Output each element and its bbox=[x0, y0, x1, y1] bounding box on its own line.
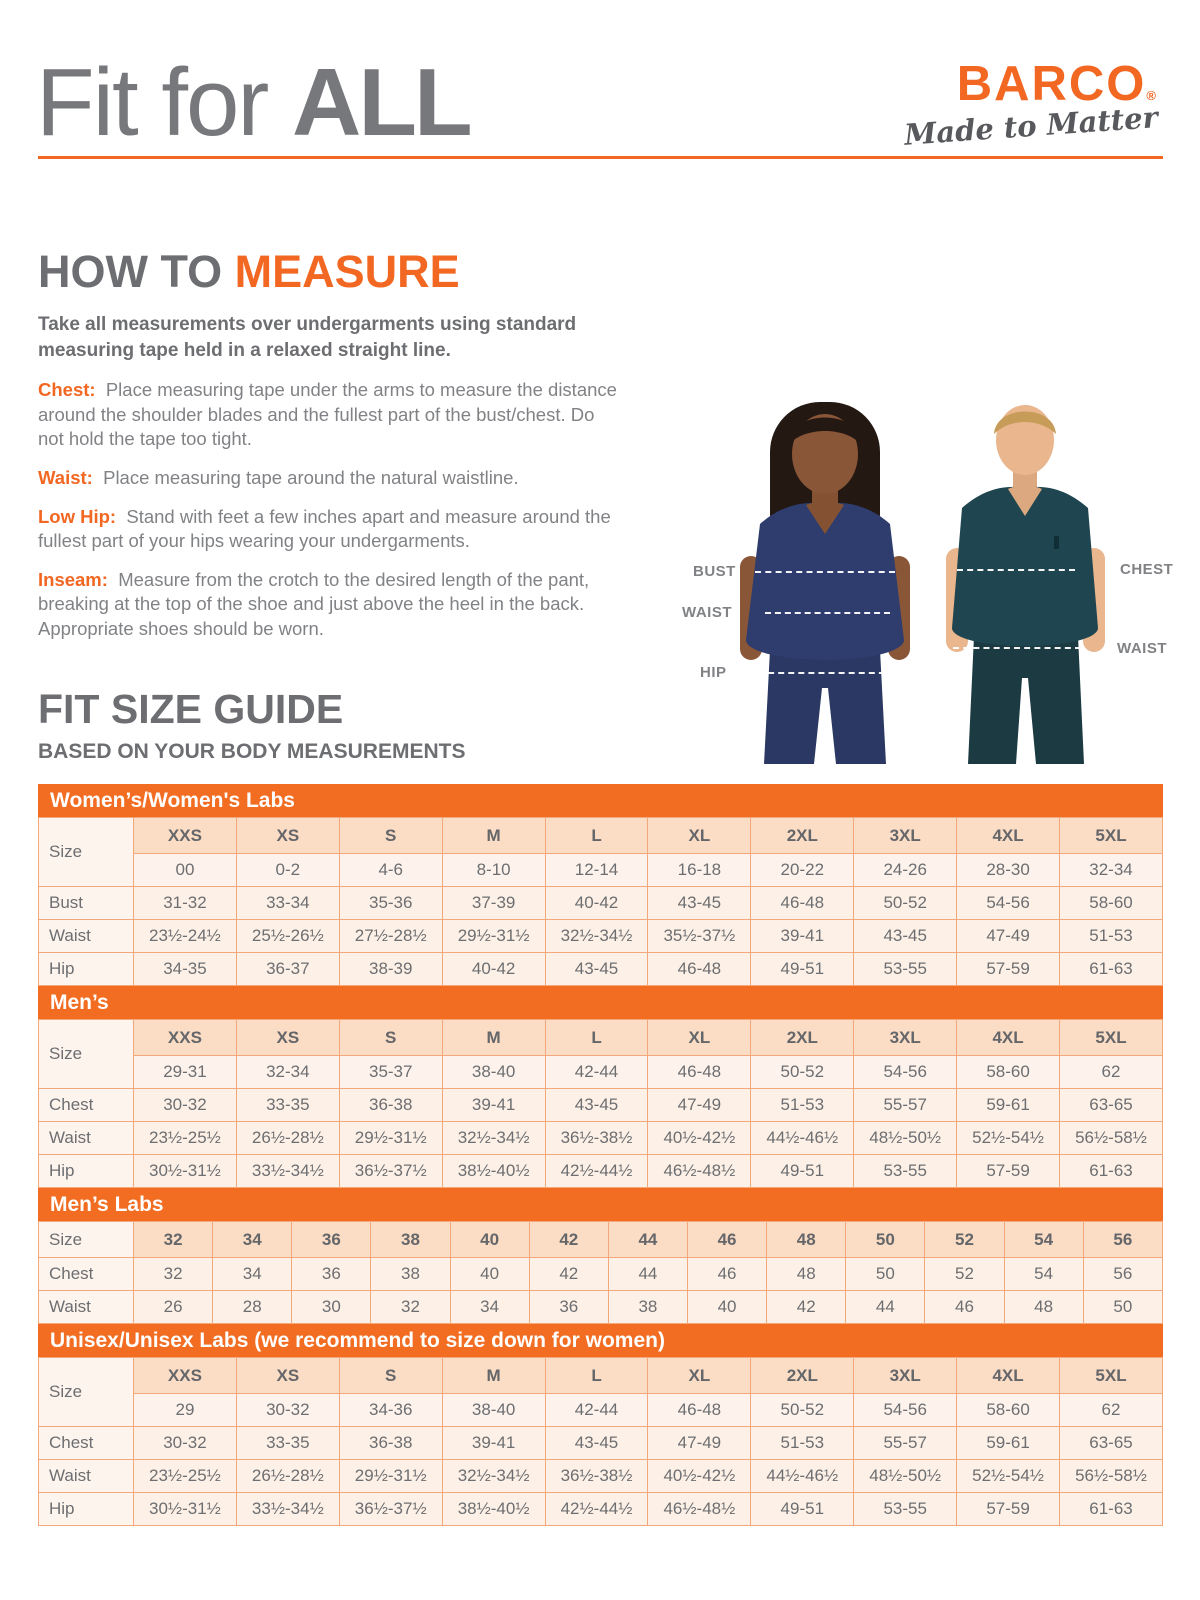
value-cell: 53-55 bbox=[854, 1155, 957, 1188]
size-grid bbox=[38, 817, 1163, 986]
value-cell: 38-39 bbox=[339, 953, 442, 986]
size-number-cell: 42-44 bbox=[545, 1056, 648, 1089]
fit-size-guide-heading: FIT SIZE GUIDE bbox=[38, 686, 344, 732]
page-title-regular: Fit for bbox=[36, 49, 293, 156]
value-cell: 29½-31½ bbox=[339, 1460, 442, 1493]
value-cell: 50 bbox=[846, 1258, 925, 1291]
size-col-header: L bbox=[545, 1358, 648, 1394]
value-cell: 49-51 bbox=[751, 953, 854, 986]
size-col-header: 2XL bbox=[751, 1358, 854, 1394]
value-cell: 50 bbox=[1083, 1291, 1162, 1324]
size-number-cell: 32-34 bbox=[1060, 854, 1163, 887]
value-cell: 51-53 bbox=[751, 1427, 854, 1460]
value-cell: 39-41 bbox=[442, 1427, 545, 1460]
value-cell: 63-65 bbox=[1060, 1089, 1163, 1122]
value-cell: 33½-34½ bbox=[236, 1155, 339, 1188]
size-number-cell: 16-18 bbox=[648, 854, 751, 887]
size-col-header: XS bbox=[236, 818, 339, 854]
value-cell: 43-45 bbox=[545, 953, 648, 986]
size-number-cell: 0-2 bbox=[236, 854, 339, 887]
value-cell: 54-56 bbox=[957, 887, 1060, 920]
size-col-header: S bbox=[339, 1358, 442, 1394]
value-cell: 54 bbox=[1004, 1258, 1083, 1291]
size-col-header: 38 bbox=[371, 1222, 450, 1258]
value-cell: 40-42 bbox=[545, 887, 648, 920]
value-cell: 47-49 bbox=[648, 1089, 751, 1122]
row-label: Waist bbox=[39, 1460, 134, 1493]
value-cell: 47-49 bbox=[648, 1427, 751, 1460]
value-cell: 36½-37½ bbox=[339, 1493, 442, 1526]
value-cell: 36 bbox=[292, 1258, 371, 1291]
size-number-cell: 54-56 bbox=[854, 1394, 957, 1427]
size-col-header: 50 bbox=[846, 1222, 925, 1258]
table-row bbox=[39, 1122, 1163, 1155]
page-title-bold: ALL bbox=[292, 49, 470, 156]
size-col-header: 3XL bbox=[854, 1020, 957, 1056]
value-cell: 28 bbox=[213, 1291, 292, 1324]
size-number-cell: 28-30 bbox=[957, 854, 1060, 887]
value-cell: 32 bbox=[371, 1291, 450, 1324]
size-table bbox=[38, 1324, 1163, 1526]
value-cell: 59-61 bbox=[957, 1089, 1060, 1122]
brand-name bbox=[904, 57, 1158, 111]
value-cell: 57-59 bbox=[957, 953, 1060, 986]
value-cell: 50-52 bbox=[854, 887, 957, 920]
size-col-header: 40 bbox=[450, 1222, 529, 1258]
value-cell: 57-59 bbox=[957, 1493, 1060, 1526]
size-col-header: 52 bbox=[925, 1222, 1004, 1258]
size-col-header: S bbox=[339, 818, 442, 854]
waist-label-left: WAIST bbox=[682, 604, 732, 621]
value-cell: 48½-50½ bbox=[854, 1460, 957, 1493]
size-number-cell: 20-22 bbox=[751, 854, 854, 887]
value-cell: 35½-37½ bbox=[648, 920, 751, 953]
value-cell: 36-38 bbox=[339, 1427, 442, 1460]
size-table bbox=[38, 1188, 1163, 1324]
size-grid bbox=[38, 1221, 1163, 1324]
value-cell: 58-60 bbox=[1060, 887, 1163, 920]
value-cell: 38½-40½ bbox=[442, 1493, 545, 1526]
size-number-row bbox=[39, 1394, 1163, 1427]
value-cell: 34 bbox=[213, 1258, 292, 1291]
value-cell: 46½-48½ bbox=[648, 1493, 751, 1526]
size-col-header: XXS bbox=[134, 1020, 237, 1056]
table-row bbox=[39, 1089, 1163, 1122]
row-label: Hip bbox=[39, 953, 134, 986]
value-cell: 46 bbox=[925, 1291, 1004, 1324]
size-col-header: 3XL bbox=[854, 818, 957, 854]
measure-item-label: Waist: bbox=[38, 467, 93, 489]
size-table-title: Unisex/Unisex Labs (we recommend to size down for women) bbox=[38, 1324, 1163, 1357]
models-photo bbox=[650, 382, 1200, 764]
value-cell: 59-61 bbox=[957, 1427, 1060, 1460]
value-cell: 38 bbox=[371, 1258, 450, 1291]
value-cell: 38½-40½ bbox=[442, 1155, 545, 1188]
man-figure bbox=[928, 390, 1123, 764]
chest-label: CHEST bbox=[1120, 561, 1174, 578]
value-cell: 35-36 bbox=[339, 887, 442, 920]
value-cell: 46-48 bbox=[648, 953, 751, 986]
value-cell: 36-38 bbox=[339, 1089, 442, 1122]
size-number-row bbox=[39, 1056, 1163, 1089]
size-col-header: 46 bbox=[687, 1222, 766, 1258]
woman-figure bbox=[718, 388, 933, 764]
measure-item-label: Inseam: bbox=[38, 568, 108, 590]
value-cell: 33½-34½ bbox=[236, 1493, 339, 1526]
size-number-cell: 50-52 bbox=[751, 1056, 854, 1089]
value-cell: 48½-50½ bbox=[854, 1122, 957, 1155]
value-cell: 30½-31½ bbox=[134, 1493, 237, 1526]
value-cell: 40½-42½ bbox=[648, 1460, 751, 1493]
size-number-cell: 62 bbox=[1060, 1394, 1163, 1427]
size-col-header: XXS bbox=[134, 1358, 237, 1394]
measure-intro: Take all measurements over undergarments using standard measuring tape held in a relaxed straight line. bbox=[38, 314, 577, 361]
brand-logo bbox=[903, 57, 1159, 152]
value-cell: 23½-25½ bbox=[134, 1460, 237, 1493]
value-cell: 48 bbox=[1004, 1291, 1083, 1324]
size-col-header: XL bbox=[648, 1020, 751, 1056]
size-number-cell: 42-44 bbox=[545, 1394, 648, 1427]
value-cell: 49-51 bbox=[751, 1493, 854, 1526]
value-cell: 40 bbox=[687, 1291, 766, 1324]
heading-gray-part: HOW TO bbox=[38, 246, 235, 297]
row-label: Hip bbox=[39, 1155, 134, 1188]
heading-orange-part: MEASURE bbox=[234, 246, 460, 297]
value-cell: 33-35 bbox=[236, 1089, 339, 1122]
value-cell: 47-49 bbox=[957, 920, 1060, 953]
value-cell: 48 bbox=[767, 1258, 846, 1291]
value-cell: 44½-46½ bbox=[751, 1460, 854, 1493]
table-row bbox=[39, 1460, 1163, 1493]
size-col-header: M bbox=[442, 1358, 545, 1394]
size-number-cell: 12-14 bbox=[545, 854, 648, 887]
value-cell: 40½-42½ bbox=[648, 1122, 751, 1155]
size-number-cell: 8-10 bbox=[442, 854, 545, 887]
size-number-cell: 4-6 bbox=[339, 854, 442, 887]
size-table-title: Men’s bbox=[38, 986, 1163, 1019]
value-cell: 46-48 bbox=[751, 887, 854, 920]
size-tables bbox=[38, 784, 1163, 1526]
value-cell: 42½-44½ bbox=[545, 1155, 648, 1188]
value-cell: 46 bbox=[687, 1258, 766, 1291]
value-cell: 30½-31½ bbox=[134, 1155, 237, 1188]
size-corner-label: Size bbox=[39, 818, 134, 887]
size-number-cell: 32-34 bbox=[236, 1056, 339, 1089]
hip-label: HIP bbox=[700, 664, 727, 681]
row-label: Waist bbox=[39, 1291, 134, 1324]
value-cell: 31-32 bbox=[134, 887, 237, 920]
value-cell: 55-57 bbox=[854, 1427, 957, 1460]
size-number-cell: 29-31 bbox=[134, 1056, 237, 1089]
size-col-header: M bbox=[442, 1020, 545, 1056]
hip-measure-line bbox=[748, 672, 905, 674]
waist-label-right: WAIST bbox=[1117, 640, 1167, 657]
value-cell: 43-45 bbox=[648, 887, 751, 920]
value-cell: 34 bbox=[450, 1291, 529, 1324]
size-col-header: 2XL bbox=[751, 818, 854, 854]
value-cell: 34-35 bbox=[134, 953, 237, 986]
value-cell: 26½-28½ bbox=[236, 1122, 339, 1155]
value-cell: 33-35 bbox=[236, 1427, 339, 1460]
value-cell: 56½-58½ bbox=[1060, 1122, 1163, 1155]
brand-wordmark: BARCO bbox=[956, 57, 1147, 111]
table-row bbox=[39, 953, 1163, 986]
woman-waist-measure-line bbox=[765, 612, 890, 614]
measure-item: Low Hip: Stand with feet a few inches apart and measure around the fullest part of your hips wearing your undergarments. bbox=[38, 505, 611, 552]
size-header-row bbox=[39, 818, 1163, 854]
value-cell: 30-32 bbox=[134, 1427, 237, 1460]
size-col-header: S bbox=[339, 1020, 442, 1056]
size-col-header: 5XL bbox=[1060, 818, 1163, 854]
value-cell: 52 bbox=[925, 1258, 1004, 1291]
size-number-cell: 38-40 bbox=[442, 1056, 545, 1089]
value-cell: 38 bbox=[608, 1291, 687, 1324]
size-corner-label: Size bbox=[39, 1020, 134, 1089]
measure-item-label: Chest: bbox=[38, 379, 96, 401]
size-table-title: Women’s/Women's Labs bbox=[38, 784, 1163, 817]
size-col-header: XL bbox=[648, 1358, 751, 1394]
size-corner-label: Size bbox=[39, 1222, 134, 1258]
value-cell: 51-53 bbox=[751, 1089, 854, 1122]
value-cell: 56½-58½ bbox=[1060, 1460, 1163, 1493]
value-cell: 43-45 bbox=[545, 1427, 648, 1460]
measure-item: Waist: Place measuring tape around the natural waistline. bbox=[38, 467, 519, 489]
value-cell: 36½-37½ bbox=[339, 1155, 442, 1188]
table-row bbox=[39, 1493, 1163, 1526]
row-label: Bust bbox=[39, 887, 134, 920]
measure-item: Inseam: Measure from the crotch to the desired length of the pant, breaking at the top of the shoe and just above the heel in the back. Appropriate shoes should be worn. bbox=[38, 568, 590, 640]
row-label: Chest bbox=[39, 1258, 134, 1291]
table-row bbox=[39, 887, 1163, 920]
size-grid bbox=[38, 1357, 1163, 1526]
size-number-cell: 35-37 bbox=[339, 1056, 442, 1089]
table-row bbox=[39, 920, 1163, 953]
value-cell: 40 bbox=[450, 1258, 529, 1291]
value-cell: 61-63 bbox=[1060, 1493, 1163, 1526]
size-header-row bbox=[39, 1020, 1163, 1056]
value-cell: 56 bbox=[1083, 1258, 1162, 1291]
row-label: Waist bbox=[39, 1122, 134, 1155]
value-cell: 26 bbox=[134, 1291, 213, 1324]
value-cell: 27½-28½ bbox=[339, 920, 442, 953]
value-cell: 42 bbox=[767, 1291, 846, 1324]
value-cell: 43-45 bbox=[854, 920, 957, 953]
size-table-title: Men’s Labs bbox=[38, 1188, 1163, 1221]
fit-size-guide-subheading: BASED ON YOUR BODY MEASUREMENTS bbox=[38, 740, 466, 763]
size-number-cell: 46-48 bbox=[648, 1056, 751, 1089]
size-col-header: 42 bbox=[529, 1222, 608, 1258]
size-corner-label: Size bbox=[39, 1358, 134, 1427]
value-cell: 61-63 bbox=[1060, 953, 1163, 986]
row-label: Chest bbox=[39, 1427, 134, 1460]
value-cell: 52½-54½ bbox=[957, 1122, 1060, 1155]
size-col-header: 54 bbox=[1004, 1222, 1083, 1258]
value-cell: 49-51 bbox=[751, 1155, 854, 1188]
measure-item: Chest: Place measuring tape under the arms to measure the distance around the shoulder blades and the fullest part of the bust/chest. Do not hold the tape too tight. bbox=[38, 379, 617, 450]
size-number-cell: 46-48 bbox=[648, 1394, 751, 1427]
size-col-header: 56 bbox=[1083, 1222, 1162, 1258]
value-cell: 30-32 bbox=[134, 1089, 237, 1122]
size-col-header: 34 bbox=[213, 1222, 292, 1258]
size-col-header: XS bbox=[236, 1358, 339, 1394]
size-header-row bbox=[39, 1222, 1163, 1258]
value-cell: 29½-31½ bbox=[339, 1122, 442, 1155]
size-number-cell: 29 bbox=[134, 1394, 237, 1427]
divider-rule bbox=[38, 156, 1163, 159]
size-col-header: 48 bbox=[767, 1222, 846, 1258]
value-cell: 44 bbox=[608, 1258, 687, 1291]
value-cell: 44 bbox=[846, 1291, 925, 1324]
value-cell: 29½-31½ bbox=[442, 920, 545, 953]
measure-instructions bbox=[38, 312, 623, 656]
value-cell: 52½-54½ bbox=[957, 1460, 1060, 1493]
how-to-measure-heading bbox=[38, 246, 460, 298]
size-col-header: 3XL bbox=[854, 1358, 957, 1394]
size-number-cell: 62 bbox=[1060, 1056, 1163, 1089]
size-grid bbox=[38, 1019, 1163, 1188]
size-number-cell: 24-26 bbox=[854, 854, 957, 887]
value-cell: 37-39 bbox=[442, 887, 545, 920]
size-col-header: 4XL bbox=[957, 818, 1060, 854]
size-table bbox=[38, 986, 1163, 1188]
registered-trademark-icon: ® bbox=[1146, 88, 1158, 103]
size-col-header: 4XL bbox=[957, 1020, 1060, 1056]
row-label: Waist bbox=[39, 920, 134, 953]
measure-item-label: Low Hip: bbox=[38, 505, 117, 527]
value-cell: 36½-38½ bbox=[545, 1460, 648, 1493]
value-cell: 43-45 bbox=[545, 1089, 648, 1122]
value-cell: 51-53 bbox=[1060, 920, 1163, 953]
size-col-header: 32 bbox=[134, 1222, 213, 1258]
bust-measure-line bbox=[755, 571, 895, 573]
table-row bbox=[39, 1155, 1163, 1188]
size-col-header: M bbox=[442, 818, 545, 854]
size-col-header: L bbox=[545, 818, 648, 854]
value-cell: 53-55 bbox=[854, 1493, 957, 1526]
value-cell: 25½-26½ bbox=[236, 920, 339, 953]
size-number-cell: 54-56 bbox=[854, 1056, 957, 1089]
size-number-row bbox=[39, 854, 1163, 887]
value-cell: 40-42 bbox=[442, 953, 545, 986]
size-col-header: 5XL bbox=[1060, 1020, 1163, 1056]
bust-label: BUST bbox=[693, 563, 736, 580]
value-cell: 57-59 bbox=[957, 1155, 1060, 1188]
size-col-header: XS bbox=[236, 1020, 339, 1056]
size-col-header: XXS bbox=[134, 818, 237, 854]
table-row bbox=[39, 1427, 1163, 1460]
value-cell: 32½-34½ bbox=[545, 920, 648, 953]
size-col-header: 44 bbox=[608, 1222, 687, 1258]
value-cell: 61-63 bbox=[1060, 1155, 1163, 1188]
value-cell: 36-37 bbox=[236, 953, 339, 986]
value-cell: 32½-34½ bbox=[442, 1122, 545, 1155]
man-waist-measure-line bbox=[953, 647, 1081, 649]
size-number-cell: 00 bbox=[134, 854, 237, 887]
value-cell: 39-41 bbox=[751, 920, 854, 953]
size-col-header: 5XL bbox=[1060, 1358, 1163, 1394]
value-cell: 26½-28½ bbox=[236, 1460, 339, 1493]
size-header-row bbox=[39, 1358, 1163, 1394]
chest-measure-line bbox=[957, 569, 1075, 571]
value-cell: 55-57 bbox=[854, 1089, 957, 1122]
value-cell: 30 bbox=[292, 1291, 371, 1324]
table-row bbox=[39, 1291, 1163, 1324]
value-cell: 42½-44½ bbox=[545, 1493, 648, 1526]
size-col-header: L bbox=[545, 1020, 648, 1056]
value-cell: 33-34 bbox=[236, 887, 339, 920]
value-cell: 44½-46½ bbox=[751, 1122, 854, 1155]
size-table bbox=[38, 784, 1163, 986]
value-cell: 39-41 bbox=[442, 1089, 545, 1122]
value-cell: 42 bbox=[529, 1258, 608, 1291]
table-row bbox=[39, 1258, 1163, 1291]
measure-items bbox=[38, 378, 623, 641]
size-col-header: 36 bbox=[292, 1222, 371, 1258]
value-cell: 23½-25½ bbox=[134, 1122, 237, 1155]
size-col-header: XL bbox=[648, 818, 751, 854]
value-cell: 32½-34½ bbox=[442, 1460, 545, 1493]
value-cell: 46½-48½ bbox=[648, 1155, 751, 1188]
size-number-cell: 58-60 bbox=[957, 1394, 1060, 1427]
value-cell: 23½-24½ bbox=[134, 920, 237, 953]
value-cell: 32 bbox=[134, 1258, 213, 1291]
size-col-header: 2XL bbox=[751, 1020, 854, 1056]
brand-tagline: Made to Matter bbox=[903, 100, 1159, 152]
size-number-cell: 50-52 bbox=[751, 1394, 854, 1427]
value-cell: 53-55 bbox=[854, 953, 957, 986]
size-number-cell: 58-60 bbox=[957, 1056, 1060, 1089]
row-label: Chest bbox=[39, 1089, 134, 1122]
size-number-cell: 38-40 bbox=[442, 1394, 545, 1427]
size-number-cell: 30-32 bbox=[236, 1394, 339, 1427]
value-cell: 63-65 bbox=[1060, 1427, 1163, 1460]
size-number-cell: 34-36 bbox=[339, 1394, 442, 1427]
value-cell: 36½-38½ bbox=[545, 1122, 648, 1155]
size-col-header: 4XL bbox=[957, 1358, 1060, 1394]
page-title bbox=[36, 48, 470, 158]
value-cell: 36 bbox=[529, 1291, 608, 1324]
row-label: Hip bbox=[39, 1493, 134, 1526]
